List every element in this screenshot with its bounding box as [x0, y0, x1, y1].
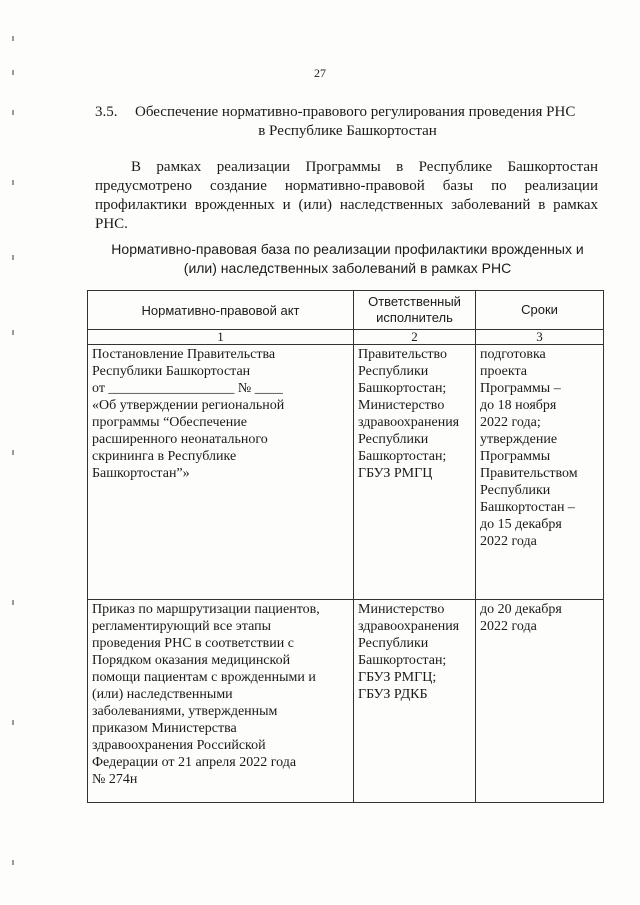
act-line: Федерации от 21 апреля 2022 года — [92, 755, 297, 770]
table-caption-line2: (или) наследственных заболеваний в рамках РНС — [183, 260, 512, 276]
header-deadline: Сроки — [476, 291, 604, 330]
act-line: Республики Башкортостан — [92, 364, 251, 379]
table-row — [88, 600, 604, 803]
executor-line: Башкортостан; — [358, 449, 447, 464]
act-line: заболеваниями, утвержденным — [92, 704, 278, 719]
binder-mark — [12, 860, 14, 865]
section-title-line1: Обеспечение нормативно-правового регулирования проведения РНС — [135, 104, 576, 120]
table-header-row — [88, 291, 604, 330]
act-line: регламентирующий все этапы — [92, 619, 272, 634]
executor-line: Башкортостан; — [358, 653, 447, 668]
executor-line: Республики — [358, 432, 429, 447]
page-number: 27 — [314, 66, 326, 80]
executor-line: Республики — [358, 364, 429, 379]
deadline-line: проекта — [480, 364, 527, 379]
column-number: 2 — [354, 330, 476, 345]
executor-line: Правительство — [358, 347, 447, 362]
act-line: Постановление Правительства — [92, 347, 276, 362]
act-line: «Об утверждении региональной — [92, 398, 285, 413]
header-executor-line1: Ответственный — [368, 294, 461, 309]
executor-line: здравоохранения — [358, 619, 460, 634]
act-line: проведения РНС в соответствии с — [92, 636, 294, 651]
binder-mark — [12, 180, 14, 185]
table-row — [88, 345, 604, 600]
intro-paragraph — [95, 158, 598, 234]
executor-line: ГБУЗ РМГЦ — [358, 466, 433, 481]
column-number: 1 — [88, 330, 354, 345]
deadline-cell — [476, 345, 604, 600]
act-line: расширенного неонатального — [92, 432, 268, 447]
deadline-line: Программы — [480, 449, 551, 464]
act-line: здравоохранения Российской — [92, 738, 266, 753]
regulatory-table — [87, 290, 604, 803]
binder-mark — [12, 110, 14, 115]
act-line: Башкортостан”» — [92, 466, 190, 481]
act-line: № 274н — [92, 772, 138, 787]
binder-mark — [12, 600, 14, 605]
deadline-line: до 15 декабря — [480, 517, 562, 532]
header-executor-line2: исполнитель — [376, 310, 453, 325]
section-number: 3.5. — [95, 104, 118, 120]
table-caption-line1: Нормативно-правовая база по реализации профилактики врожденных и — [111, 241, 584, 257]
act-line: скрининга в Республике — [92, 449, 237, 464]
executor-line: Министерство — [358, 398, 445, 413]
binder-mark — [12, 720, 14, 725]
binder-mark — [12, 330, 14, 335]
deadline-cell — [476, 600, 604, 803]
act-line: Порядком оказания медицинской — [92, 653, 291, 668]
column-number: 3 — [476, 330, 604, 345]
executor-cell — [354, 600, 476, 803]
binder-mark — [12, 255, 14, 260]
deadline-line: до 20 декабря — [480, 602, 562, 617]
intro-line: РНС. — [95, 216, 128, 232]
deadline-line: до 18 ноября — [480, 398, 557, 413]
table-caption — [95, 240, 600, 278]
deadline-line: утверждение — [480, 432, 558, 447]
deadline-line: Башкортостан – — [480, 500, 575, 515]
act-line: помощи пациентам с врожденными и — [92, 670, 316, 685]
act-line: (или) наследственными — [92, 687, 233, 702]
column-number-row — [88, 330, 604, 345]
deadline-line: 2022 года — [480, 619, 537, 634]
intro-line: предусмотрено создание нормативно-правовой базы по реализации — [95, 178, 598, 194]
intro-line: профилактики врожденных и (или) наследственных заболеваний в рамках — [95, 197, 598, 213]
intro-line: В рамках реализации Программы в Республике Башкортостан — [131, 159, 598, 175]
executor-cell — [354, 345, 476, 600]
section-title-line2: в Республике Башкортостан — [258, 123, 437, 139]
binder-mark — [12, 450, 14, 455]
deadline-line: Правительством — [480, 466, 578, 481]
executor-line: Республики — [358, 636, 429, 651]
header-act: Нормативно-правовой акт — [88, 291, 354, 330]
act-line: программы “Обеспечение — [92, 415, 247, 430]
act-line: приказом Министерства — [92, 721, 237, 736]
executor-line: Башкортостан; — [358, 381, 447, 396]
deadline-line: Республики — [480, 483, 551, 498]
header-executor — [354, 291, 476, 330]
act-line: Приказ по маршрутизации пациентов, — [92, 602, 320, 617]
deadline-line: подготовка — [480, 347, 546, 362]
deadline-line: 2022 года; — [480, 415, 541, 430]
act-cell — [88, 600, 354, 803]
executor-line: ГБУЗ РМГЦ; — [358, 670, 437, 685]
binder-mark — [12, 36, 14, 41]
executor-line: здравоохранения — [358, 415, 460, 430]
executor-line: Министерство — [358, 602, 445, 617]
act-cell — [88, 345, 354, 600]
act-line: от __________________ № ____ — [92, 381, 283, 396]
executor-line: ГБУЗ РДКБ — [358, 687, 428, 702]
deadline-line: 2022 года — [480, 534, 537, 549]
deadline-line: Программы – — [480, 381, 561, 396]
